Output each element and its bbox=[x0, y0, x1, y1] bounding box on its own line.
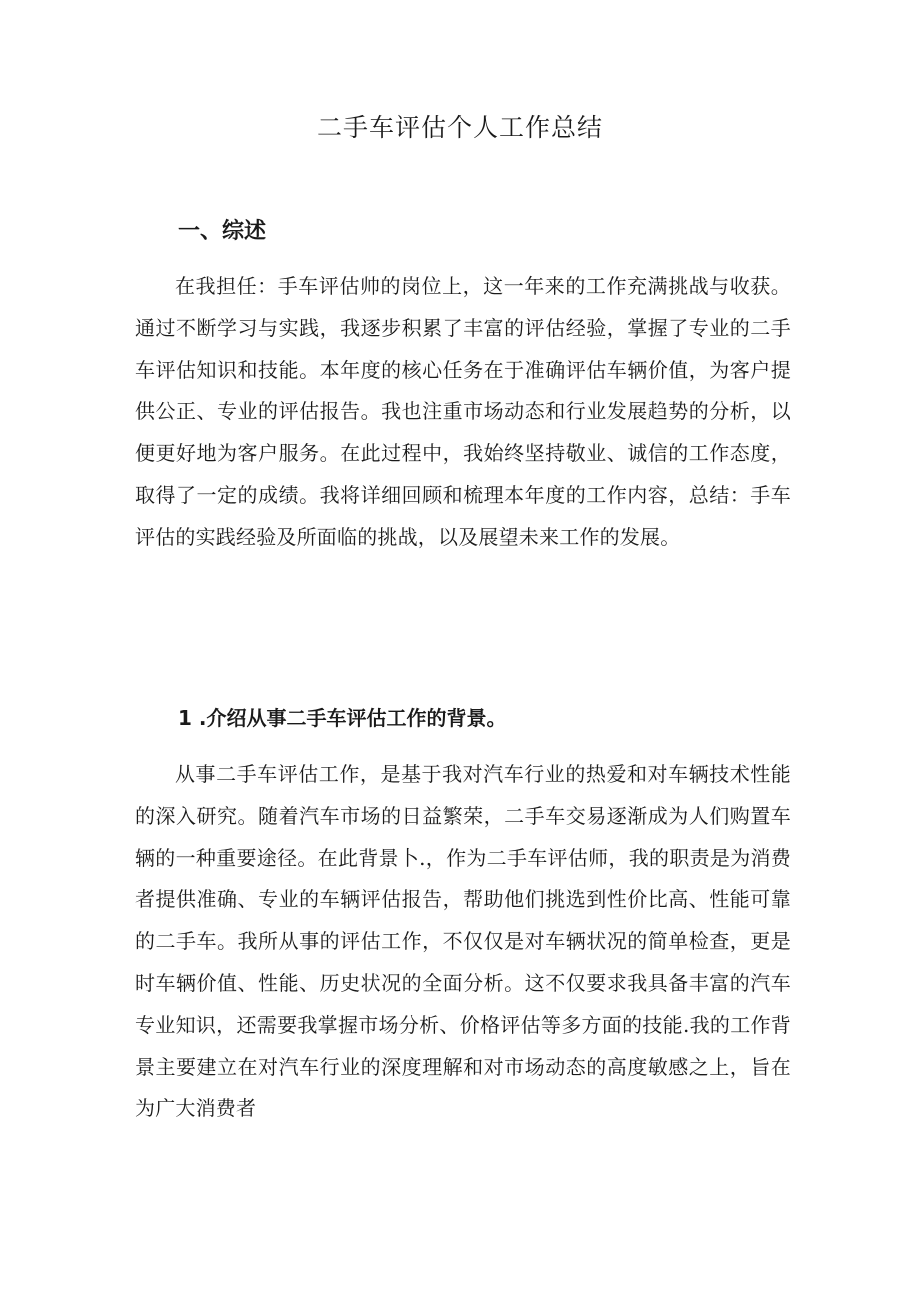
section-paragraph-overview: 在我担任：手车评估帅的岗位上，这一年来的工作充满挑战与收获。通过不断学习与实践，我逐步积累了丰富的评估经验，掌握了专业的二手车评估知识和技能。本年度的核心任务在于准确评估车辆价值，为客户提供公正、专业的评估报告。我也注重市场动态和行业发展趋势的分析，以便更好地为客户服务。在此过程中，我始终坚持敬业、诚信的工作态度，取得了一定的成绩。我将详细回顾和梳理本年度的工作内容，总结：手车评估的实践经验及所面临的挑战，以及展望未来工作的发展。 bbox=[135, 274, 791, 549]
document-title: 二手车评估个人工作总结 bbox=[316, 113, 603, 142]
section-paragraph-background: 从事二手车评估工作，是基于我对汽车行业的热爱和对车辆技术性能的深入研究。随着汽车市场的日益繁荣，二手车交易逐渐成为人们购置车辆的一种重要途径。在此背景卜.，作为二手车评估师，我的职责是为消费者提供准确、专业的车辆评估报告，帮助他们挑选到性价比高、性能可靠的二手车。我所从事的评估工作，不仅仅是对车辆状况的简单检查，更是时车辆价值、性能、历史状况的全面分析。这不仅要求我具备丰富的汽车专业知识，还需要我掌握市场分析、价格评估等多方面的技能.我的工作背景主要建立在对汽车行业的深度理解和对市场动态的高度敏感之上，旨在为广大消费者 bbox=[135, 762, 791, 1121]
section-heading-overview: 一、综述 bbox=[178, 219, 267, 244]
section-heading-background: 1 .介绍从事二手车评估工作的背景。 bbox=[178, 706, 507, 730]
